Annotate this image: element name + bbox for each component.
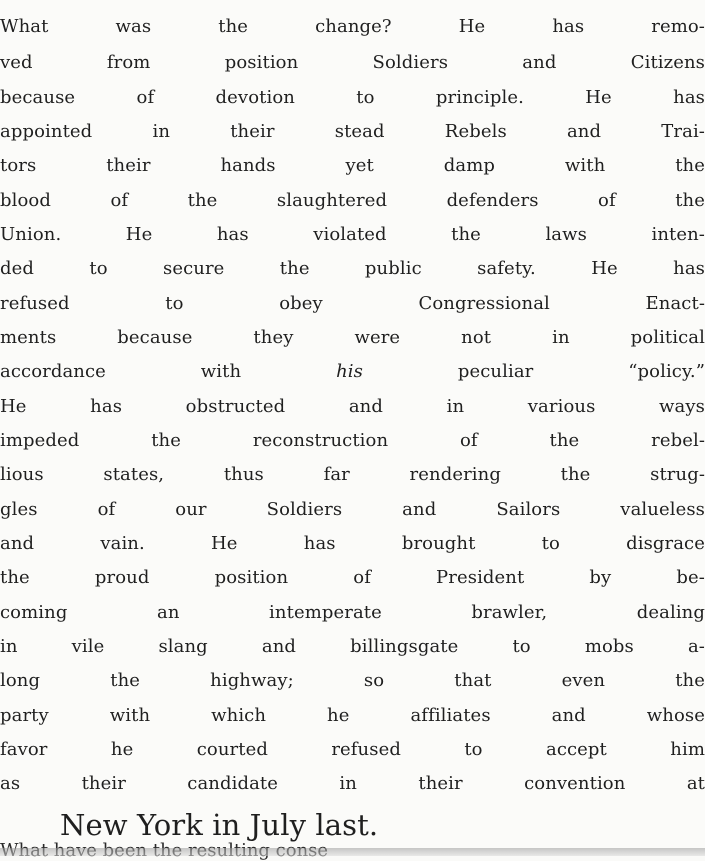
- text-line: the proud position of President by be-: [0, 567, 705, 588]
- text-line: ved from position Soldiers and Citizens: [0, 52, 705, 73]
- emphasis-before: accordance with: [0, 361, 337, 382]
- text-line: tors their hands yet damp with the: [0, 155, 705, 176]
- text-line: in vile slang and billingsgate to mobs a-: [0, 636, 705, 657]
- text-line: ded to secure the public safety. He has: [0, 258, 705, 279]
- text-line: because of devotion to principle. He has: [0, 87, 705, 108]
- emphasis-after: peculiar “policy.”: [362, 361, 705, 382]
- text-line: impeded the reconstruction of the rebel-: [0, 430, 705, 451]
- text-line: long the highway; so that even the: [0, 670, 705, 691]
- text-line: gles of our Soldiers and Sailors valueless: [0, 499, 705, 520]
- text-line: and vain. He has brought to disgrace: [0, 533, 705, 554]
- text-line: favor he courted refused to accept him: [0, 739, 705, 760]
- text-line: ments because they were not in political: [0, 327, 705, 348]
- cut-off-top-line: [0, 0, 705, 1]
- text-line: coming an intemperate brawler, dealing: [0, 602, 705, 623]
- text-line: blood of the slaughtered defenders of the: [0, 190, 705, 211]
- text-line: appointed in their stead Rebels and Trai-: [0, 121, 705, 142]
- text-line: party with which he affiliates and whose: [0, 705, 705, 726]
- text-line: What was the change? He has remo-: [0, 16, 705, 37]
- text-line: lious states, thus far rendering the strug-: [0, 464, 705, 485]
- emphasis-italic: his: [336, 361, 363, 382]
- text-line: refused to obey Congressional Enact-: [0, 293, 705, 314]
- text-line: He has obstructed and in various ways: [0, 396, 705, 417]
- text-line: Union. He has violated the laws inten-: [0, 224, 705, 245]
- text-line-last: New York in July last.: [60, 808, 379, 842]
- text-line: as their candidate in their convention at: [0, 773, 705, 794]
- scan-edge-shadow: [0, 848, 705, 856]
- text-line-emphasis: [0, 361, 705, 382]
